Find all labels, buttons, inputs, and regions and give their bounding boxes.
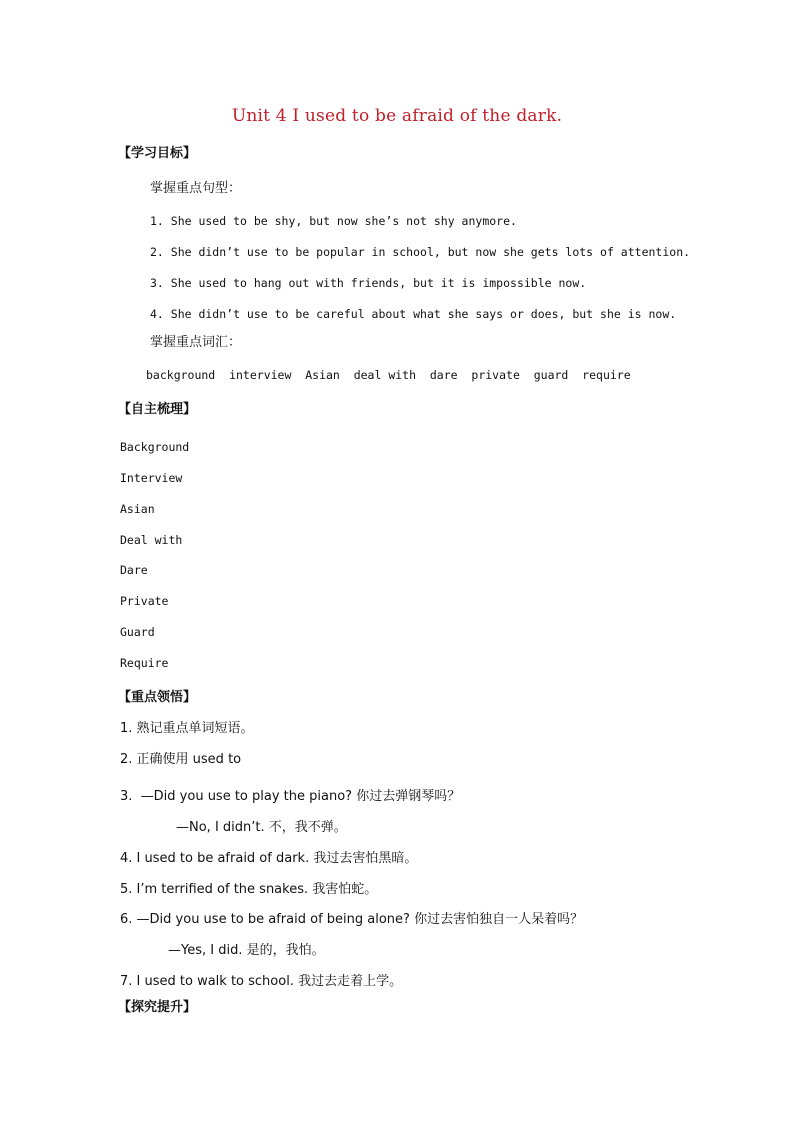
vocab-word: Require (120, 656, 169, 670)
section-heading-explore: 【探究提升】 (118, 1000, 197, 1015)
key-point: —Yes, I did. 是的，我怕。 (168, 943, 325, 958)
vocab-word: Dare (120, 563, 148, 577)
page-title: Unit 4 I used to be afraid of the dark. (231, 106, 563, 126)
goal-sentence: 1. She used to be shy, but now she’s not shy anymore. (150, 214, 517, 228)
key-point: 7. I used to walk to school. 我过去走着上学。 (120, 974, 403, 989)
section-heading-self-study: 【自主梳理】 (118, 402, 197, 417)
vocab-word: Interview (120, 471, 183, 485)
vocab-list: background interview Asian deal with dare private guard require (146, 368, 631, 382)
goal-sentence: 4. She didn’t use to be careful about what she says or does, but she is now. (150, 307, 677, 321)
key-point: 4. I used to be afraid of dark. 我过去害怕黑暗。 (120, 851, 418, 866)
vocab-word: Deal with (120, 533, 183, 547)
key-point: —No, I didn’t. 不，我不弹。 (176, 820, 347, 835)
vocab-word: Guard (120, 625, 155, 639)
key-point: 5. I’m terrified of the snakes. 我害怕蛇。 (120, 882, 378, 897)
goal-sentence: 3. She used to hang out with friends, but it is impossible now. (150, 276, 587, 290)
key-point: 1. 熟记重点单词短语。 (120, 721, 254, 736)
vocab-word: Background (120, 440, 190, 454)
sentence-heading: 掌握重点句型： (150, 181, 242, 196)
key-point: 6. —Did you use to be afraid of being alone? 你过去害怕独自一人呆着吗？ (120, 912, 584, 927)
vocab-word: Private (120, 594, 169, 608)
vocab-heading: 掌握重点词汇： (150, 335, 242, 350)
key-point: 2. 正确使用 used to (120, 752, 242, 767)
section-heading-key-points: 【重点领悟】 (118, 690, 197, 705)
goal-sentence: 2. She didn’t use to be popular in school, but now she gets lots of attention. (150, 245, 691, 259)
key-point: 3. —Did you use to play the piano? 你过去弹钢琴吗？ (120, 789, 461, 804)
vocab-word: Asian (120, 502, 155, 516)
section-heading-goals: 【学习目标】 (118, 146, 197, 161)
